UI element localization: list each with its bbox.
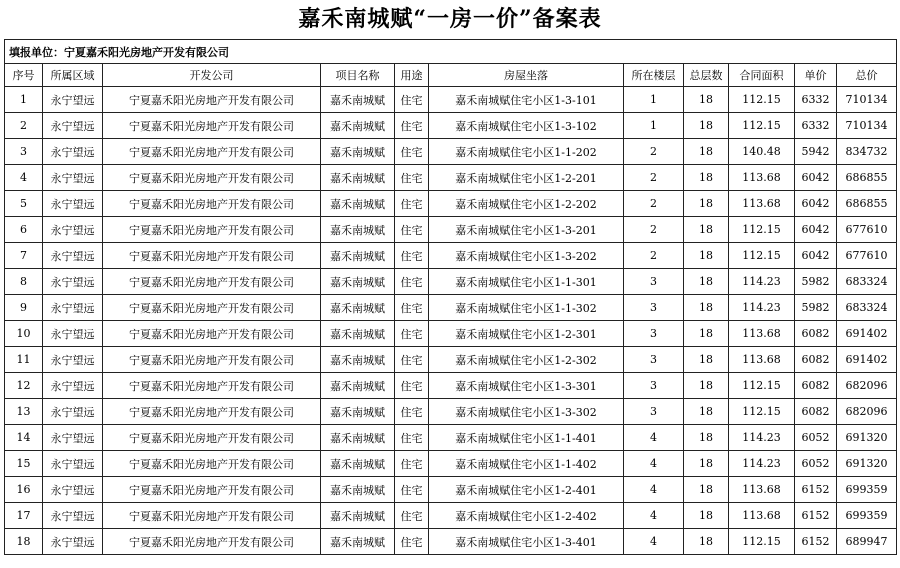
cell-address: 嘉禾南城赋住宅小区1-1-302 [429, 295, 624, 321]
cell-developer: 宁夏嘉禾阳光房地产开发有限公司 [103, 529, 321, 555]
cell-region: 永宁望远 [43, 139, 103, 165]
cell-seq: 2 [5, 113, 43, 139]
cell-developer: 宁夏嘉禾阳光房地产开发有限公司 [103, 321, 321, 347]
cell-total-price: 834732 [837, 139, 897, 165]
cell-total-floors: 18 [684, 347, 729, 373]
cell-usage: 住宅 [395, 295, 429, 321]
cell-unit-price: 6042 [795, 191, 837, 217]
cell-address: 嘉禾南城赋住宅小区1-3-202 [429, 243, 624, 269]
cell-region: 永宁望远 [43, 269, 103, 295]
cell-seq: 1 [5, 87, 43, 113]
cell-usage: 住宅 [395, 113, 429, 139]
cell-contract-area: 114.23 [729, 425, 795, 451]
cell-region: 永宁望远 [43, 87, 103, 113]
cell-project: 嘉禾南城赋 [321, 399, 395, 425]
cell-contract-area: 113.68 [729, 503, 795, 529]
cell-contract-area: 112.15 [729, 243, 795, 269]
table-row [5, 425, 897, 451]
cell-contract-area: 114.23 [729, 295, 795, 321]
cell-total-floors: 18 [684, 425, 729, 451]
cell-address: 嘉禾南城赋住宅小区1-2-301 [429, 321, 624, 347]
cell-contract-area: 114.23 [729, 451, 795, 477]
cell-unit-price: 6082 [795, 321, 837, 347]
cell-address: 嘉禾南城赋住宅小区1-3-401 [429, 529, 624, 555]
cell-contract-area: 114.23 [729, 269, 795, 295]
cell-project: 嘉禾南城赋 [321, 373, 395, 399]
cell-region: 永宁望远 [43, 399, 103, 425]
cell-unit-price: 6082 [795, 347, 837, 373]
cell-total-price: 691320 [837, 451, 897, 477]
cell-floor: 4 [624, 477, 684, 503]
cell-seq: 17 [5, 503, 43, 529]
cell-seq: 12 [5, 373, 43, 399]
cell-address: 嘉禾南城赋住宅小区1-1-401 [429, 425, 624, 451]
table-row [5, 347, 897, 373]
cell-project: 嘉禾南城赋 [321, 347, 395, 373]
column-header-floor: 所在楼层 [624, 64, 684, 87]
cell-unit-price: 6332 [795, 113, 837, 139]
cell-total-price: 677610 [837, 217, 897, 243]
cell-total-price: 682096 [837, 399, 897, 425]
column-header-total-floors: 总层数 [684, 64, 729, 87]
table-row [5, 399, 897, 425]
cell-total-price: 691402 [837, 347, 897, 373]
cell-project: 嘉禾南城赋 [321, 321, 395, 347]
cell-unit-price: 6082 [795, 373, 837, 399]
cell-contract-area: 113.68 [729, 165, 795, 191]
cell-floor: 3 [624, 295, 684, 321]
cell-usage: 住宅 [395, 399, 429, 425]
cell-developer: 宁夏嘉禾阳光房地产开发有限公司 [103, 425, 321, 451]
cell-usage: 住宅 [395, 191, 429, 217]
table-row [5, 373, 897, 399]
table-row [5, 113, 897, 139]
cell-contract-area: 113.68 [729, 191, 795, 217]
table-row [5, 191, 897, 217]
cell-address: 嘉禾南城赋住宅小区1-2-401 [429, 477, 624, 503]
table-row [5, 87, 897, 113]
column-header-total-price: 总价 [837, 64, 897, 87]
cell-usage: 住宅 [395, 529, 429, 555]
cell-region: 永宁望远 [43, 347, 103, 373]
cell-seq: 9 [5, 295, 43, 321]
cell-contract-area: 112.15 [729, 373, 795, 399]
cell-developer: 宁夏嘉禾阳光房地产开发有限公司 [103, 191, 321, 217]
cell-usage: 住宅 [395, 373, 429, 399]
cell-seq: 14 [5, 425, 43, 451]
cell-seq: 16 [5, 477, 43, 503]
cell-region: 永宁望远 [43, 477, 103, 503]
cell-usage: 住宅 [395, 243, 429, 269]
cell-unit-price: 6152 [795, 529, 837, 555]
cell-developer: 宁夏嘉禾阳光房地产开发有限公司 [103, 217, 321, 243]
cell-total-price: 699359 [837, 477, 897, 503]
cell-region: 永宁望远 [43, 217, 103, 243]
cell-project: 嘉禾南城赋 [321, 529, 395, 555]
cell-unit-price: 6042 [795, 217, 837, 243]
column-header-usage: 用途 [395, 64, 429, 87]
cell-unit-price: 6042 [795, 165, 837, 191]
column-header-project: 项目名称 [321, 64, 395, 87]
cell-usage: 住宅 [395, 477, 429, 503]
cell-floor: 3 [624, 321, 684, 347]
cell-address: 嘉禾南城赋住宅小区1-3-301 [429, 373, 624, 399]
filing-unit: 填报单位：宁夏嘉禾阳光房地产开发有限公司 [5, 40, 897, 64]
cell-region: 永宁望远 [43, 451, 103, 477]
cell-floor: 1 [624, 87, 684, 113]
table-row [5, 269, 897, 295]
cell-unit-price: 6052 [795, 451, 837, 477]
filing-table [4, 39, 897, 555]
cell-project: 嘉禾南城赋 [321, 295, 395, 321]
cell-total-price: 710134 [837, 113, 897, 139]
cell-unit-price: 6152 [795, 503, 837, 529]
table-row [5, 503, 897, 529]
cell-floor: 3 [624, 373, 684, 399]
cell-project: 嘉禾南城赋 [321, 191, 395, 217]
table-row [5, 529, 897, 555]
cell-project: 嘉禾南城赋 [321, 243, 395, 269]
cell-total-floors: 18 [684, 217, 729, 243]
cell-developer: 宁夏嘉禾阳光房地产开发有限公司 [103, 477, 321, 503]
cell-floor: 2 [624, 139, 684, 165]
cell-project: 嘉禾南城赋 [321, 503, 395, 529]
cell-developer: 宁夏嘉禾阳光房地产开发有限公司 [103, 295, 321, 321]
cell-developer: 宁夏嘉禾阳光房地产开发有限公司 [103, 139, 321, 165]
cell-region: 永宁望远 [43, 425, 103, 451]
filing-unit-row [5, 40, 897, 64]
cell-usage: 住宅 [395, 217, 429, 243]
cell-floor: 4 [624, 451, 684, 477]
cell-seq: 5 [5, 191, 43, 217]
cell-region: 永宁望远 [43, 113, 103, 139]
cell-seq: 15 [5, 451, 43, 477]
cell-developer: 宁夏嘉禾阳光房地产开发有限公司 [103, 113, 321, 139]
cell-unit-price: 6332 [795, 87, 837, 113]
cell-address: 嘉禾南城赋住宅小区1-1-301 [429, 269, 624, 295]
cell-contract-area: 112.15 [729, 529, 795, 555]
cell-usage: 住宅 [395, 269, 429, 295]
cell-seq: 7 [5, 243, 43, 269]
cell-total-floors: 18 [684, 191, 729, 217]
cell-seq: 8 [5, 269, 43, 295]
cell-project: 嘉禾南城赋 [321, 165, 395, 191]
column-header-region: 所属区域 [43, 64, 103, 87]
cell-project: 嘉禾南城赋 [321, 477, 395, 503]
cell-unit-price: 5982 [795, 269, 837, 295]
cell-project: 嘉禾南城赋 [321, 217, 395, 243]
table-row [5, 321, 897, 347]
cell-developer: 宁夏嘉禾阳光房地产开发有限公司 [103, 503, 321, 529]
cell-seq: 3 [5, 139, 43, 165]
page-title: 嘉禾南城赋“一房一价”备案表 [298, 6, 602, 32]
cell-seq: 10 [5, 321, 43, 347]
cell-region: 永宁望远 [43, 243, 103, 269]
cell-total-price: 689947 [837, 529, 897, 555]
cell-usage: 住宅 [395, 87, 429, 113]
cell-address: 嘉禾南城赋住宅小区1-3-201 [429, 217, 624, 243]
cell-contract-area: 112.15 [729, 87, 795, 113]
cell-developer: 宁夏嘉禾阳光房地产开发有限公司 [103, 165, 321, 191]
cell-project: 嘉禾南城赋 [321, 269, 395, 295]
table-row [5, 451, 897, 477]
cell-floor: 4 [624, 503, 684, 529]
cell-total-floors: 18 [684, 295, 729, 321]
cell-total-floors: 18 [684, 87, 729, 113]
cell-project: 嘉禾南城赋 [321, 87, 395, 113]
cell-total-price: 683324 [837, 295, 897, 321]
cell-contract-area: 113.68 [729, 321, 795, 347]
cell-region: 永宁望远 [43, 373, 103, 399]
cell-usage: 住宅 [395, 321, 429, 347]
cell-total-price: 710134 [837, 87, 897, 113]
table-row [5, 243, 897, 269]
cell-address: 嘉禾南城赋住宅小区1-1-202 [429, 139, 624, 165]
cell-total-floors: 18 [684, 529, 729, 555]
cell-contract-area: 112.15 [729, 217, 795, 243]
cell-total-floors: 18 [684, 477, 729, 503]
cell-developer: 宁夏嘉禾阳光房地产开发有限公司 [103, 373, 321, 399]
cell-address: 嘉禾南城赋住宅小区1-3-102 [429, 113, 624, 139]
cell-seq: 4 [5, 165, 43, 191]
cell-unit-price: 5942 [795, 139, 837, 165]
cell-total-floors: 18 [684, 321, 729, 347]
cell-usage: 住宅 [395, 451, 429, 477]
cell-floor: 1 [624, 113, 684, 139]
cell-floor: 4 [624, 425, 684, 451]
cell-total-floors: 18 [684, 399, 729, 425]
cell-region: 永宁望远 [43, 295, 103, 321]
cell-floor: 2 [624, 191, 684, 217]
column-header-address: 房屋坐落 [429, 64, 624, 87]
cell-usage: 住宅 [395, 165, 429, 191]
cell-project: 嘉禾南城赋 [321, 451, 395, 477]
cell-project: 嘉禾南城赋 [321, 113, 395, 139]
cell-total-floors: 18 [684, 269, 729, 295]
table-row [5, 295, 897, 321]
cell-contract-area: 140.48 [729, 139, 795, 165]
cell-total-price: 686855 [837, 191, 897, 217]
cell-address: 嘉禾南城赋住宅小区1-2-202 [429, 191, 624, 217]
cell-address: 嘉禾南城赋住宅小区1-1-402 [429, 451, 624, 477]
cell-usage: 住宅 [395, 503, 429, 529]
cell-address: 嘉禾南城赋住宅小区1-3-302 [429, 399, 624, 425]
cell-floor: 2 [624, 217, 684, 243]
cell-floor: 2 [624, 165, 684, 191]
cell-region: 永宁望远 [43, 191, 103, 217]
cell-usage: 住宅 [395, 139, 429, 165]
cell-seq: 11 [5, 347, 43, 373]
cell-unit-price: 6052 [795, 425, 837, 451]
cell-total-price: 682096 [837, 373, 897, 399]
cell-address: 嘉禾南城赋住宅小区1-2-201 [429, 165, 624, 191]
cell-floor: 3 [624, 399, 684, 425]
cell-contract-area: 112.15 [729, 399, 795, 425]
cell-unit-price: 6152 [795, 477, 837, 503]
cell-total-price: 699359 [837, 503, 897, 529]
cell-usage: 住宅 [395, 425, 429, 451]
cell-developer: 宁夏嘉禾阳光房地产开发有限公司 [103, 87, 321, 113]
table-header [5, 64, 897, 87]
cell-unit-price: 5982 [795, 295, 837, 321]
cell-contract-area: 113.68 [729, 347, 795, 373]
cell-total-floors: 18 [684, 503, 729, 529]
cell-developer: 宁夏嘉禾阳光房地产开发有限公司 [103, 269, 321, 295]
cell-contract-area: 113.68 [729, 477, 795, 503]
cell-region: 永宁望远 [43, 503, 103, 529]
cell-seq: 6 [5, 217, 43, 243]
cell-seq: 18 [5, 529, 43, 555]
cell-floor: 3 [624, 269, 684, 295]
cell-address: 嘉禾南城赋住宅小区1-2-402 [429, 503, 624, 529]
cell-total-floors: 18 [684, 113, 729, 139]
cell-address: 嘉禾南城赋住宅小区1-3-101 [429, 87, 624, 113]
cell-total-price: 686855 [837, 165, 897, 191]
cell-unit-price: 6082 [795, 399, 837, 425]
cell-usage: 住宅 [395, 347, 429, 373]
cell-project: 嘉禾南城赋 [321, 139, 395, 165]
cell-floor: 4 [624, 529, 684, 555]
cell-total-floors: 18 [684, 139, 729, 165]
cell-developer: 宁夏嘉禾阳光房地产开发有限公司 [103, 243, 321, 269]
cell-floor: 3 [624, 347, 684, 373]
table-row [5, 139, 897, 165]
cell-region: 永宁望远 [43, 165, 103, 191]
cell-developer: 宁夏嘉禾阳光房地产开发有限公司 [103, 451, 321, 477]
cell-total-price: 683324 [837, 269, 897, 295]
cell-address: 嘉禾南城赋住宅小区1-2-302 [429, 347, 624, 373]
cell-seq: 13 [5, 399, 43, 425]
cell-total-floors: 18 [684, 451, 729, 477]
table-row [5, 165, 897, 191]
cell-total-floors: 18 [684, 243, 729, 269]
column-header-unit-price: 单价 [795, 64, 837, 87]
cell-developer: 宁夏嘉禾阳光房地产开发有限公司 [103, 399, 321, 425]
column-header-contract-area: 合同面积 [729, 64, 795, 87]
cell-total-floors: 18 [684, 165, 729, 191]
cell-project: 嘉禾南城赋 [321, 425, 395, 451]
cell-region: 永宁望远 [43, 529, 103, 555]
cell-unit-price: 6042 [795, 243, 837, 269]
column-header-seq: 序号 [5, 64, 43, 87]
table-row [5, 217, 897, 243]
cell-total-price: 677610 [837, 243, 897, 269]
cell-contract-area: 112.15 [729, 113, 795, 139]
column-header-developer: 开发公司 [103, 64, 321, 87]
table-row [5, 477, 897, 503]
cell-total-price: 691402 [837, 321, 897, 347]
cell-floor: 2 [624, 243, 684, 269]
cell-developer: 宁夏嘉禾阳光房地产开发有限公司 [103, 347, 321, 373]
cell-region: 永宁望远 [43, 321, 103, 347]
cell-total-price: 691320 [837, 425, 897, 451]
cell-total-floors: 18 [684, 373, 729, 399]
